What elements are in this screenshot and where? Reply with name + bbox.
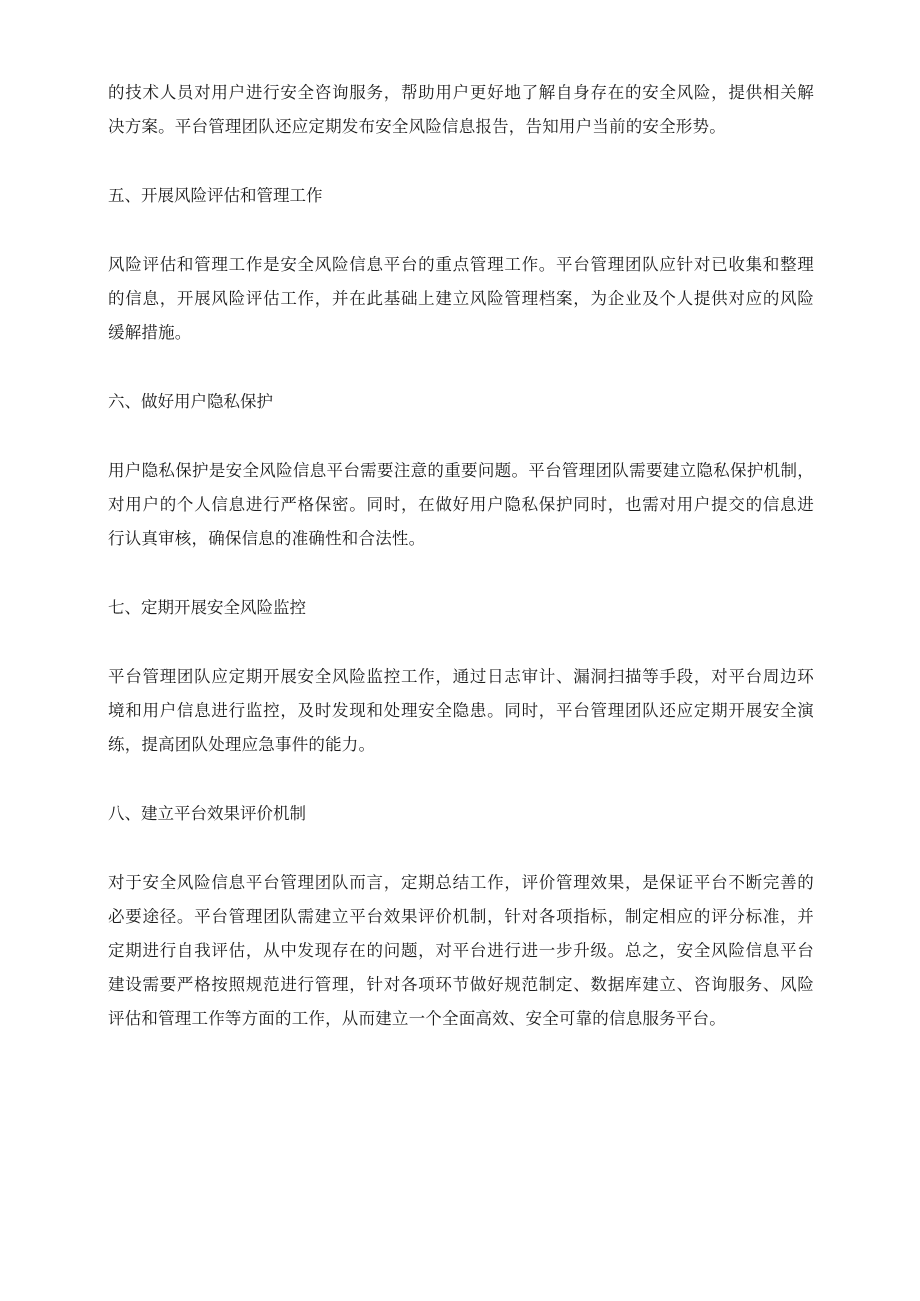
text-line: 对于安全风险信息平台管理团队而言，定期总结工作，评价管理效果，是保证平台不断完善的: [108, 873, 814, 892]
text-line: 行认真审核，确保信息的准确性和合法性。: [108, 529, 426, 548]
text-line: 评估和管理工作等方面的工作，从而建立一个全面高效、安全可靠的信息服务平台。: [108, 1009, 726, 1028]
paragraph-evaluation-mechanism: [108, 866, 814, 1036]
section-heading-6: 六、做好用户隐私保护: [108, 392, 273, 411]
text-line: 建设需要严格按照规范进行管理，针对各项环节做好规范制定、数据库建立、咨询服务、风险: [108, 975, 814, 994]
text-line: 对用户的个人信息进行严格保密。同时，在做好用户隐私保护同时，也需对用户提交的信息进: [108, 495, 814, 514]
text-line: 的信息，开展风险评估工作，并在此基础上建立风险管理档案，为企业及个人提供对应的风险: [108, 289, 814, 308]
text-line: 风险评估和管理工作是安全风险信息平台的重点管理工作。平台管理团队应针对已收集和整理: [108, 255, 814, 274]
text-line: 决方案。平台管理团队还应定期发布安全风险信息报告，告知用户当前的安全形势。: [108, 117, 726, 136]
text-line: 平台管理团队应定期开展安全风险监控工作，通过日志审计、漏洞扫描等手段，对平台周边环: [108, 667, 814, 686]
text-line: 必要途径。平台管理团队需建立平台效果评价机制，针对各项指标，制定相应的评分标准，并: [108, 907, 814, 926]
text-line: 练，提高团队处理应急事件的能力。: [108, 735, 376, 754]
text-line: 境和用户信息进行监控，及时发现和处理安全隐患。同时，平台管理团队还应定期开展安全演: [108, 701, 814, 720]
paragraph-risk-assessment: [108, 248, 814, 350]
document-page: [108, 76, 814, 1036]
paragraph-consulting-continued: [108, 76, 814, 144]
paragraph-privacy-protection: [108, 454, 814, 556]
text-line: 定期进行自我评估，从中发现存在的问题，对平台进行进一步升级。总之，安全风险信息平台: [108, 941, 814, 960]
text-line: 用户隐私保护是安全风险信息平台需要注意的重要问题。平台管理团队需要建立隐私保护机制，: [108, 461, 814, 480]
paragraph-risk-monitoring: [108, 660, 814, 762]
section-heading-7: 七、定期开展安全风险监控: [108, 598, 306, 617]
section-heading-5: 五、开展风险评估和管理工作: [108, 186, 323, 205]
section-heading-8: 八、建立平台效果评价机制: [108, 804, 306, 823]
text-line: 缓解措施。: [108, 323, 192, 342]
text-line: 的技术人员对用户进行安全咨询服务，帮助用户更好地了解自身存在的安全风险，提供相关解: [108, 83, 814, 102]
